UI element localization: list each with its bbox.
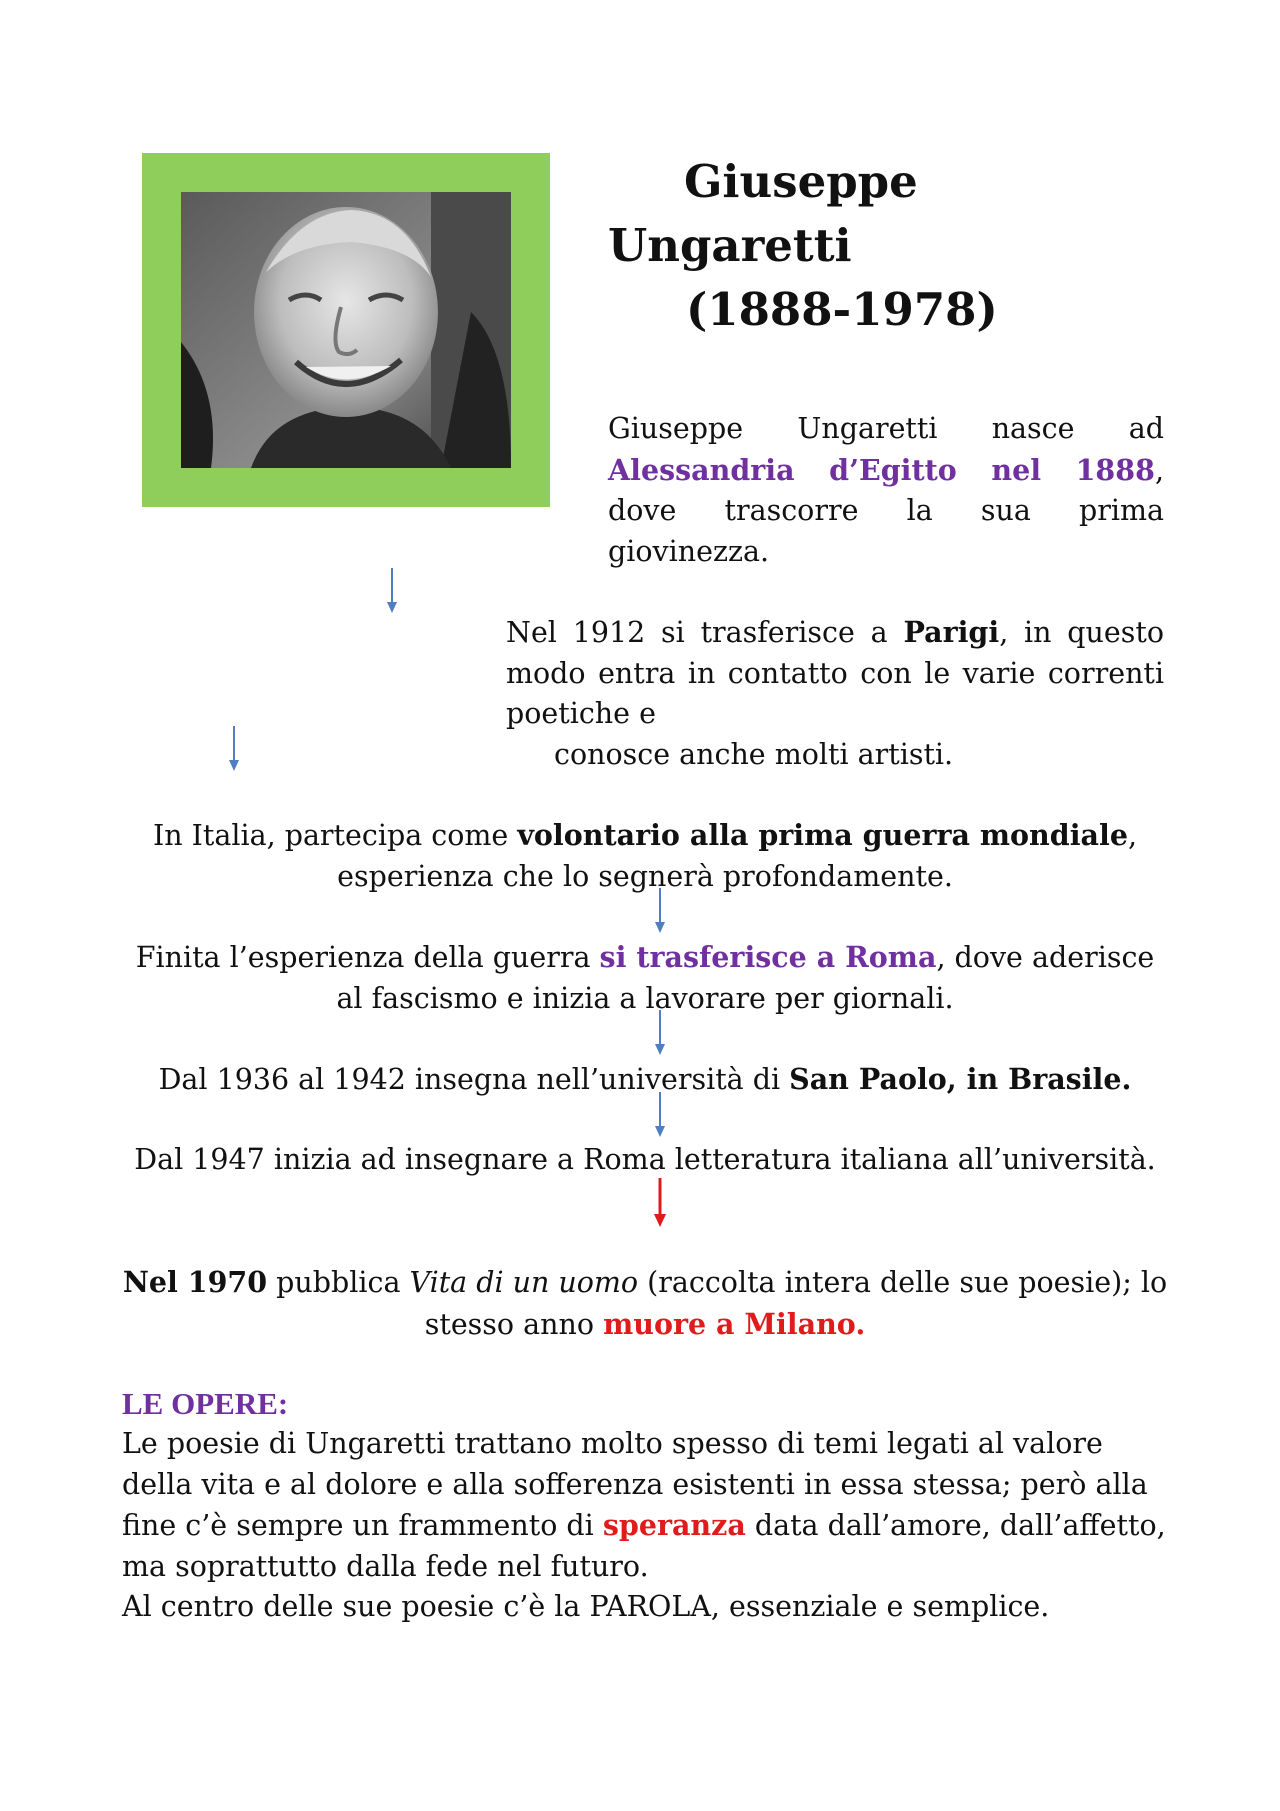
war-text-2: , esperienza che lo segnerà profondamente.	[337, 819, 1138, 893]
paragraph-death	[120, 1262, 1170, 1345]
paragraph-paris	[506, 612, 1164, 775]
title-first-name: Giuseppe	[684, 155, 918, 208]
paragraph-rome	[120, 937, 1170, 1019]
paragraph-brasil	[120, 1059, 1170, 1101]
arrow-down-icon	[654, 1010, 666, 1056]
section-title-opere: LE OPERE:	[122, 1386, 289, 1421]
death-book-title: Vita di un uomo	[409, 1266, 639, 1299]
brasil-place: San Paolo, in Brasile.	[789, 1062, 1132, 1096]
death-text-1: pubblica	[267, 1266, 410, 1299]
arrow-down-icon	[654, 1092, 666, 1138]
opere-text-1: Le poesie di Ungaretti trattano molto spesso di temi legati al valore della vita e al dolore e alla sofferenza esistenti in essa stessa; però alla fine c’è sempre un frammento di	[122, 1427, 1148, 1542]
rome-text-1: Finita l’esperienza della guerra	[135, 941, 600, 974]
rome-text-2: , dove aderisce al fascismo e inizia a lavorare per giornali.	[336, 941, 1155, 1015]
paris-text-2: , in questo modo entra in contatto con le varie correnti poetiche e	[506, 616, 1165, 730]
title-last-name: Ungaretti	[608, 219, 852, 272]
paris-city: Parigi	[903, 615, 1000, 649]
war-volunteer: volontario alla prima guerra mondiale	[517, 818, 1128, 852]
opere-text-2: data dall’amore, dall’affetto, ma soprattutto dalla fede nel futuro.	[122, 1509, 1166, 1583]
birth-place: Alessandria d’Egitto nel 1888	[608, 452, 1155, 487]
opere-text-3: Al centro delle sue poesie c’è la PAROLA, essenziale e semplice.	[122, 1590, 1050, 1623]
paris-text-1: Nel 1912 si trasferisce a	[506, 616, 904, 649]
paris-text-3: conosce anche molti artisti.	[554, 737, 954, 771]
arrow-down-icon	[228, 726, 240, 772]
portrait-photo	[181, 192, 511, 468]
brasil-text-1: Dal 1936 al 1942 insegna nell’università di	[158, 1063, 790, 1096]
birth-text-1: Giuseppe Ungaretti nasce ad	[608, 412, 1164, 445]
opere-hope: speranza	[602, 1508, 746, 1542]
title-years: (1888-1978)	[686, 283, 998, 336]
portrait-frame	[142, 153, 550, 507]
arrow-down-red-icon	[654, 1178, 666, 1228]
arrow-down-icon	[654, 888, 666, 934]
paragraph-opere	[122, 1424, 1172, 1628]
war-text-1: In Italia, partecipa come	[152, 819, 518, 852]
paragraph-birth	[608, 409, 1164, 572]
teaching-text: Dal 1947 inizia ad insegnare a Roma letteratura italiana all’università.	[134, 1143, 1156, 1176]
arrow-down-icon	[386, 568, 398, 614]
death-year: Nel 1970	[122, 1265, 268, 1299]
paragraph-teaching	[120, 1140, 1170, 1181]
portrait-image	[181, 192, 511, 468]
birth-text-2: , dove trascorre la sua prima giovinezza.	[608, 453, 1164, 568]
paragraph-war	[120, 815, 1170, 897]
death-text-2: (raccolta intera delle sue poesie); lo stesso anno	[424, 1266, 1168, 1341]
page-title	[608, 150, 1148, 342]
death-place: muore a Milano.	[603, 1306, 866, 1341]
rome-highlight: si trasferisce a Roma	[599, 940, 937, 974]
